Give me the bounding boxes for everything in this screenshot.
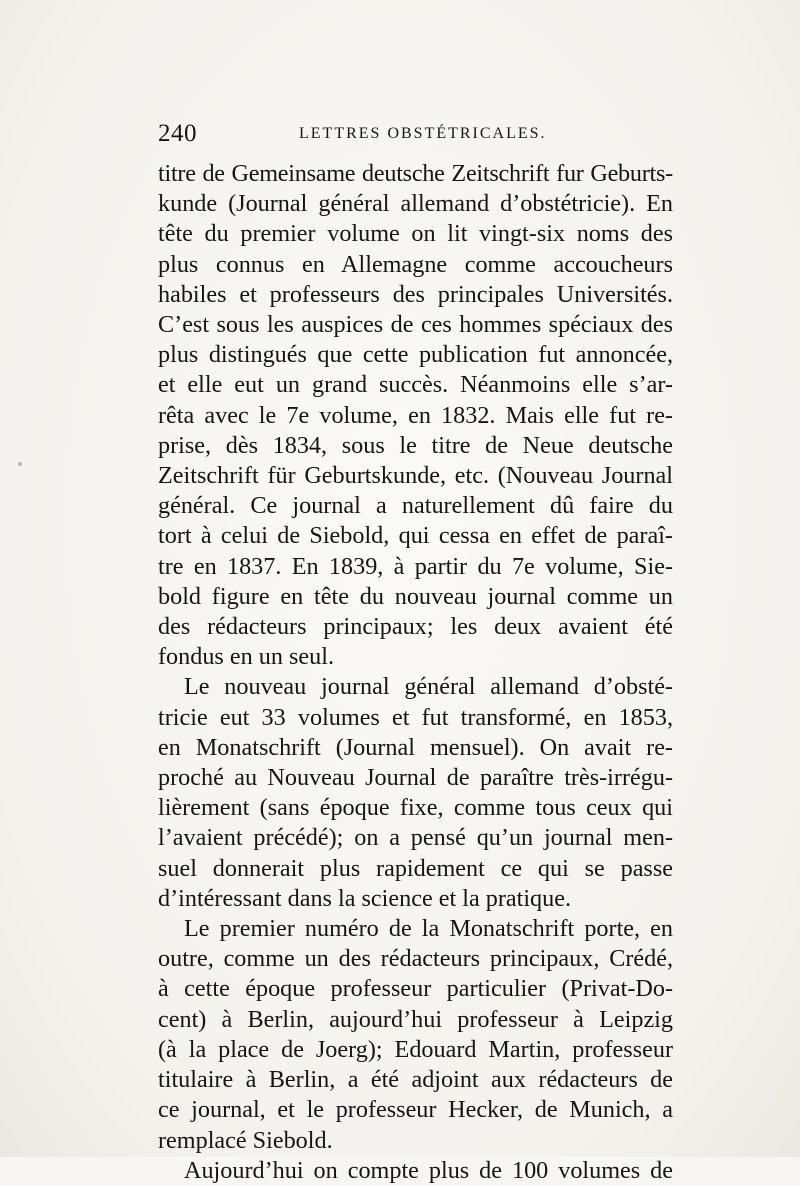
text-line: tort à celui de Siebold, qui cessa en effet de paraî- bbox=[158, 522, 673, 550]
text-line: Zeitschrift für Geburtskunde, etc. (Nouveau Journal bbox=[158, 462, 673, 490]
text-line: cent) à Berlin, aujourd’hui professeur à Leipzig bbox=[158, 1005, 673, 1033]
text-line: proché au Nouveau Journal de paraître très-irrégu- bbox=[158, 764, 673, 792]
text-line: Le nouveau journal général allemand d’obsté- bbox=[184, 673, 673, 701]
body-text bbox=[158, 159, 673, 1186]
text-line: des rédacteurs principaux; les deux avaient été bbox=[158, 613, 673, 641]
text-line: tête du premier volume on lit vingt-six noms des bbox=[158, 220, 673, 248]
paper-speck bbox=[18, 462, 22, 466]
text-line: Le premier numéro de la Monatschrift porte, en bbox=[184, 915, 673, 943]
text-line: prise, dès 1834, sous le titre de Neue deutsche bbox=[158, 431, 673, 459]
text-line: habiles et professeurs des principales Universités. bbox=[158, 280, 673, 308]
text-line: remplacé Siebold. bbox=[158, 1126, 333, 1154]
text-line: rêta avec le 7e volume, en 1832. Mais elle fut re- bbox=[158, 401, 673, 429]
text-line: à cette époque professeur particulier (Privat-Do- bbox=[158, 975, 673, 1003]
text-line: suel donnerait plus rapidement ce qui se passe bbox=[158, 854, 673, 882]
text-line: plus distingués que cette publication fut annoncée, bbox=[158, 341, 673, 369]
text-line: C’est sous les auspices de ces hommes spéciaux des bbox=[158, 311, 673, 339]
text-line: tricie eut 33 volumes et fut transformé, en 1853, bbox=[158, 703, 673, 731]
text-line: général. Ce journal a naturellement dû faire du bbox=[158, 492, 673, 520]
text-line: l’avaient précédé); on a pensé qu’un journal men- bbox=[158, 824, 673, 852]
text-line: lièrement (sans époque fixe, comme tous ceux qui bbox=[158, 794, 673, 822]
text-line: plus connus en Allemagne comme accoucheurs bbox=[158, 250, 673, 278]
text-line: ce journal, et le professeur Hecker, de Munich, a bbox=[158, 1096, 673, 1124]
text-line: en Monatschrift (Journal mensuel). On avait re- bbox=[158, 733, 673, 761]
text-line: Aujourd’hui on compte plus de 100 volumes de bbox=[184, 1156, 673, 1184]
text-line: et elle eut un grand succès. Néanmoins elle s’ar- bbox=[158, 371, 673, 399]
text-line: bold figure en tête du nouveau journal comme un bbox=[158, 582, 673, 610]
page-number: 240 bbox=[158, 120, 197, 147]
text-line: fondus en un seul. bbox=[158, 643, 335, 671]
text-line: (à la place de Joerg); Edouard Martin, professeur bbox=[158, 1035, 673, 1063]
text-line: titulaire à Berlin, a été adjoint aux rédacteurs de bbox=[158, 1066, 673, 1094]
text-line: titre de Gemeinsame deutsche Zeitschrift fur Geburts- bbox=[158, 160, 673, 187]
running-head: LETTRES OBSTÉTRICALES. bbox=[299, 125, 547, 142]
page-header bbox=[158, 120, 678, 156]
text-line: d’intéressant dans la science et la pratique. bbox=[158, 884, 572, 912]
text-line: kunde (Journal général allemand d’obstétricie). En bbox=[158, 190, 673, 218]
text-line: tre en 1837. En 1839, à partir du 7e volume, Sie- bbox=[158, 552, 673, 580]
text-line: outre, comme un des rédacteurs principaux, Crédé, bbox=[158, 945, 673, 973]
